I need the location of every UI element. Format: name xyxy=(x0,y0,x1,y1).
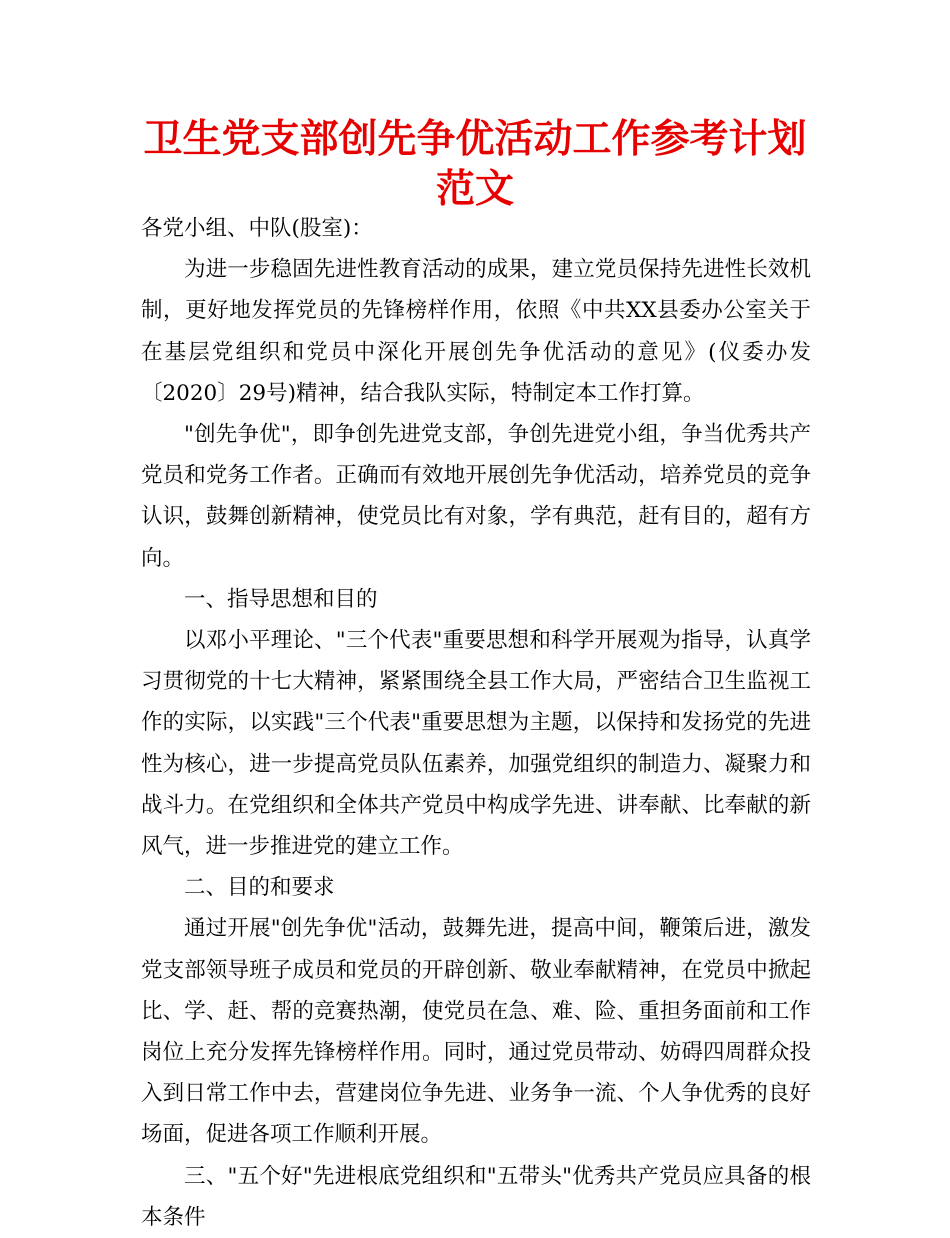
document-body xyxy=(141,208,811,1238)
section-heading-1: 一、指导思想和目的 xyxy=(184,586,378,612)
section-heading-3: 三、"五个好"先进根底党组织和"五带头"优秀共产党员应具备的根本条件 xyxy=(141,1163,811,1230)
document-title: 卫生党支部创先争优活动工作参考计划范文 xyxy=(143,117,807,212)
paragraph-intro: 为进一步稳固先进性教育活动的成果，建立党员保持先进性长效机制，更好地发挥党员的先锋榜样作用，依照《中共XX县委办公室关于在基层党组织和党员中深化开展创先争优活动的意见》(仪委办发〔2020〕29号)精神，结合我队实际，特制定本工作打算。 xyxy=(141,257,811,406)
paragraph-guiding-thought: 以邓小平理论、"三个代表"重要思想和科学开展观为指导，认真学习贯彻党的十七大精神，紧紧围绕全县工作大局，严密结合卫生监视工作的实际，以实践"三个代表"重要思想为主题，以保持和发扬党的先进性为核心，进一步提高党员队伍素养，加强党组织的制造力、凝聚力和战斗力。在党组织和全体共产党员中构成学先进、讲奉献、比奉献的新风气，进一步推进党的建立工作。 xyxy=(141,628,811,860)
paragraph-goals: 通过开展"创先争优"活动，鼓舞先进，提高中间，鞭策后进，激发党支部领导班子成员和党员的开辟创新、敬业奉献精神，在党员中掀起比、学、赶、帮的竞赛热潮，使党员在急、难、险、重担务面前和工作岗位上充分发挥先锋榜样作用。同时，通过党员带动、妨碍四周群众投入到日常工作中去，营建岗位争先进、业务争一流、个人争优秀的良好场面，促进各项工作顺利开展。 xyxy=(141,916,811,1148)
section-heading-2: 二、目的和要求 xyxy=(184,875,335,901)
paragraph-definition: "创先争优"，即争创先进党支部，争创先进党小组，争当优秀共产党员和党务工作者。正确而有效地开展创先争优活动，培养党员的竞争认识，鼓舞创新精神，使党员比有对象，学有典范，赶有目的，超有方向。 xyxy=(141,422,811,571)
salutation: 各党小组、中队(股室)： xyxy=(141,216,373,241)
